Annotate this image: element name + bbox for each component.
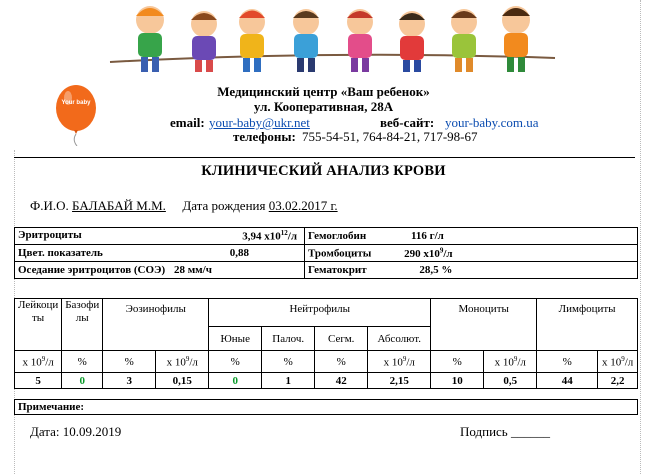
phones-label: телефоны: (233, 129, 296, 144)
table-row (15, 228, 638, 245)
unit-cell: % (431, 351, 484, 373)
esr-label: Оседание эритроцитов (СОЭ) (18, 264, 166, 276)
phones-value: 755-54-51, 764-84-21, 717-98-67 (302, 129, 478, 144)
signature-line (460, 424, 550, 440)
band-header: Палоч. (262, 327, 315, 351)
young-value: 0 (209, 373, 262, 389)
table-row (15, 400, 638, 415)
date-value: 10.09.2019 (62, 424, 122, 439)
table-row (15, 373, 638, 389)
unit-cell: % (62, 351, 103, 373)
table-row (15, 299, 638, 327)
note-label: Примечание: (15, 400, 638, 415)
monocytes-abs-value: 0,5 (484, 373, 537, 389)
platelets-cell (305, 245, 638, 262)
color-index-value: 0,88 (229, 247, 249, 259)
esr-value: 28 мм/ч (173, 264, 212, 276)
platelets-value: 290 $x10^9/л$ (404, 246, 453, 260)
platelets-label: Тромбоциты (308, 247, 372, 260)
signature-label: Подпись (460, 424, 508, 439)
email-link[interactable]: your-baby@ukr.net (209, 115, 310, 130)
leukocytes-header: Лейкоци ты (15, 299, 62, 351)
esr-cell (15, 262, 305, 279)
eosinophils-abs-value: 0,15 (156, 373, 209, 389)
table-row (15, 245, 638, 262)
website-link[interactable]: your-baby.com.ua (445, 115, 539, 130)
lymphocytes-abs-value: 2,2 (598, 373, 638, 389)
email-label: email: (170, 115, 205, 130)
logo-text: Your baby (61, 100, 91, 106)
dob-value: 03.02.2017 г. (268, 198, 338, 213)
unit-cell: % (315, 351, 368, 373)
hemoglobin-value: 116 г/л (410, 230, 444, 242)
note-table (14, 399, 638, 415)
hematocrit-label: Гематокрит (308, 264, 367, 276)
table-row (15, 262, 638, 279)
clinic-name: Медицинский центр «Ваш ребенок» (217, 84, 430, 99)
basophils-header: Базофи лы (62, 299, 103, 351)
unit-cell: % (209, 351, 262, 373)
table-row (15, 351, 638, 373)
eosinophils-pct-value: 3 (103, 373, 156, 389)
erythrocytes-value: 3,94 $x10^{12}/л$ (242, 229, 297, 243)
fio-label: Ф.И.О. (30, 198, 69, 213)
abs-header: Абсолют. (368, 327, 431, 351)
clinic-address: ул. Кооперативная, 28А (253, 99, 394, 114)
unit-cell: x $10^9/л$ (368, 351, 431, 373)
kids-banner-illustration (0, 0, 647, 80)
leukocyte-formula-table (14, 298, 638, 389)
lymphocytes-pct-value: 44 (537, 373, 598, 389)
monocytes-pct-value: 10 (431, 373, 484, 389)
neutro-abs-value: 2,15 (368, 373, 431, 389)
hemoglobin-cell (305, 228, 638, 245)
header-divider (14, 157, 635, 158)
hemoglobin-label: Гемоглобин (308, 230, 367, 242)
date-line (30, 424, 121, 440)
neutrophils-header: Нейтрофилы (209, 299, 431, 327)
summary-table (14, 227, 638, 279)
seg-header: Сегм. (315, 327, 368, 351)
color-index-cell (15, 245, 305, 262)
color-index-label: Цвет. показатель (18, 247, 103, 259)
unit-cell: x $10^9/л$ (484, 351, 537, 373)
lymphocytes-header: Лимфоциты (537, 299, 638, 351)
document-title: КЛИНИЧЕСКИЙ АНАЛИЗ КРОВИ (201, 163, 446, 179)
band-value: 1 (262, 373, 315, 389)
basophils-value: 0 (62, 373, 103, 389)
unit-cell: x $10^9/л$ (598, 351, 638, 373)
hematocrit-value: 28,5 % (419, 264, 453, 276)
eosinophils-header: Эозинофилы (103, 299, 209, 351)
young-header: Юные (209, 327, 262, 351)
erythrocytes-label: Эритроциты (18, 229, 82, 242)
patient-line (30, 198, 338, 214)
leukocytes-value: 5 (15, 373, 62, 389)
unit-cell: x $10^9/л$ (156, 351, 209, 373)
dob-label: Дата рождения (182, 198, 266, 213)
erythrocytes-cell (15, 228, 305, 245)
monocytes-header: Моноциты (431, 299, 537, 351)
seg-value: 42 (315, 373, 368, 389)
unit-cell: % (262, 351, 315, 373)
website-label: веб-сайт: (380, 115, 435, 130)
unit-cell: % (537, 351, 598, 373)
unit-cell: x $10^9/л$ (15, 351, 62, 373)
unit-cell: % (103, 351, 156, 373)
hematocrit-cell (305, 262, 638, 279)
date-label: Дата: (30, 424, 60, 439)
patient-name: БАЛАБАЙ М.М. (72, 198, 166, 213)
signature-blank: ______ (511, 424, 550, 439)
